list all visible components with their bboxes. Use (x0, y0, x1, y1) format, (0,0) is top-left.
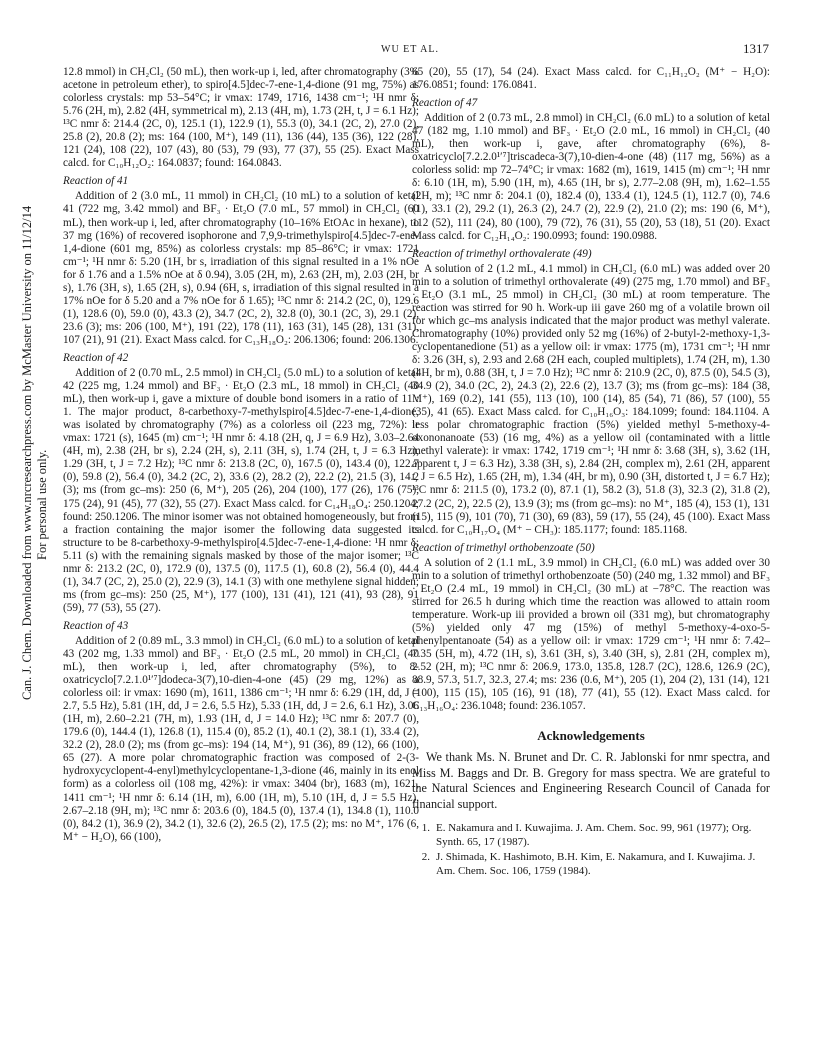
running-head: WU ET AL. (381, 44, 439, 55)
reference-number: 2. (421, 851, 430, 864)
body-paragraph: 12.8 mmol) in CH₂Cl₂ (50 mL), then work-up i, led, after chromatography (3% acetone in petroleum ether), to spiro[4.5]dec-7-ene-1,4-dione (91 mg, 75%) as colorless crystals: mp 53–54°C; ir νmax: 1749, 1716, 1438 cm⁻¹; ¹H nmr δ: 5.76 (2H, m), 2.82 (4H, symmetrical m), 2.13 (4H, m), 1.73 (2H, t, J = 6.1 Hz); ¹³C nmr δ: 214.4 (2C, 0), 125.1 (1), 122.9 (1), 55.3 (0), 34.1 (2C, 2), 27.0 (2), 25.8 (2), 20.8 (2); ms: 164 (100, M⁺), 149 (11), 136 (44), 135 (36), 122 (28), 121 (24), 108 (22), 107 (43), 80 (53), 79 (93), 77 (37), 55 (25). Exact Mass calcd. for C₁₀H₁₂O₂: 164.0837; found: 164.0843. (63, 66, 419, 170)
acknowledgements-heading: Acknowledgements (537, 728, 645, 744)
reference-text: E. Nakamura and I. Kuwajima. J. Am. Chem. Soc. 99, 961 (1977); Org. Synth. 65, 17 (1987). (436, 822, 752, 848)
section-heading: Reaction of 43 (63, 619, 129, 632)
reference-item (412, 822, 770, 849)
section-heading: Reaction of 41 (63, 175, 129, 188)
section-heading: Reaction of 47 (412, 97, 478, 110)
reference-number: 1. (421, 822, 430, 835)
body-paragraph: Addition of 2 (0.70 mL, 2.5 mmol) in CH₂Cl₂ (5.0 mL) to a solution of ketal 42 (225 mg, 1.24 mmol) and BF₃ · Et₂O (2.3 mL, 18 mmol) in CH₂Cl₂ (40 mL), then work-up i, gave a mixture of double bond isomers in a ratio of 11 : 1. The major product, 8-carbethoxy-7-methylspiro[4.5]dec-7-ene-1,4-dione, was isolated by chromatography (7%) as a colorless oil (223 mg, 72%): ir νmax: 1721 (s), 1645 (m) cm⁻¹; ¹H nmr δ: 4.18 (2H, q, J = 6.9 Hz), 3.03–2.64 (4H, m), 2.38 (2H, br s), 2.24 (2H, s), 2.11 (3H, s), 1.74 (2H, t, J = 6.3 Hz), 1.29 (3H, t, J = 7.2 Hz); ¹³C nmr δ: 213.8 (2C, 0), 167.5 (0), 143.4 (0), 122.7 (0), 59.8 (2), 56.4 (0), 34.2 (2C, 2), 33.6 (2), 28.2 (2), 22.2 (2), 21.5 (3), 14.2 (3); ms (from gc–ms): 250 (6, M⁺), 205 (26), 204 (100), 177 (26), 176 (75), 175 (24), 91 (45), 77 (32), 55 (27). Exact Mass calcd. for C₁₄H₁₈O₄: 250.1204; found: 250.1206. The minor isomer was not obtained homogeneously, but from a fraction containing the major isomer the following data suggested its structure to be 8-carbethoxy-9-methylspiro[4.5]dec-7-ene-1,4-dione: ¹H nmr δ: 5.11 (s) with the remaining signals masked by those of the major isomer; ¹³C nmr δ: 213.2 (2C, 0), 172.9 (0), 137.5 (0), 117.5 (1), 60.8 (2), 56.4 (0), 44.4 (1), 34.7 (2C, 2), 25.0 (2), 22.9 (3), 14.1 (3) with one methylene signal hidden; ms (from gc–ms): 250 (25, M⁺), 177 (100), 131 (41), 121 (41), 93 (28), 91 (59), 77 (53), 55 (27). (63, 367, 419, 614)
watermark-line-2: For personal use only. (35, 449, 49, 560)
body-paragraph: A solution of 2 (1.1 mL, 3.9 mmol) in CH₂Cl₂ (6.0 mL) was added over 30 min to a solution of trimethyl orthobenzoate (50) (240 mg, 1.32 mmol) and BF₃ · Et₂O (2.4 mL, 19 mmol) in CH₂Cl₂ (30 mL) at −78°C. The reaction was stirred for 26.5 h during which time the reaction was allowed to attain room temperature. Work-up iii provided a brown oil (331 mg), but chromatography (5%) yielded only 47 mg (15%) of methyl 5-methoxy-4-oxo-5-phenylpentanoate (54) as a yellow oil: ir νmax: 1729 cm⁻¹; ¹H nmr δ: 7.42–7.35 (5H, m), 4.72 (1H, s), 3.61 (3H, s), 3.40 (3H, s), 2.81 (2H, complex m), 2.52 (2H, m); ¹³C nmr δ: 206.9, 173.0, 135.8, 128.7 (2C), 128.6, 126.9 (2C), 88.9, 57.3, 51.7, 32.3, 27.4; ms: 236 (0.6, M⁺), 205 (1), 204 (2), 131 (14), 121 (100), 115 (15), 105 (16), 91 (18), 77 (41), 55 (12). Exact Mass calcd. for C₁₃H₁₆O₄: 236.1048; found: 236.1057. (412, 556, 770, 713)
watermark-line-1: Can. J. Chem. Downloaded from www.nrcresearchpress.com by McMaster University on 11/12/14 (20, 205, 34, 700)
acknowledgements-body: We thank Ms. N. Brunet and Dr. C. R. Jablonski for nmr spectra, and Miss M. Baggs and Dr. B. Gregory for mass spectra. We are grateful to the Natural Sciences and Engineering Research Council of Canada for financial support. (412, 750, 770, 811)
reference-item (412, 851, 770, 878)
right-column (412, 66, 770, 880)
body-paragraph: A solution of 2 (1.2 mL, 4.1 mmol) in CH₂Cl₂ (6.0 mL) was added over 20 min to a solution of trimethyl orthovalerate (49) (275 mg, 1.70 mmol) and BF₃ · Et₂O (3.1 mL, 25 mmol) in CH₂Cl₂ (30 mL) at room temperature. The reaction was stirred for 90 h. Work-up iii gave 260 mg of a volatile brown oil for which gc–ms analysis indicated that the major product was methyl valerate. Chromatography (10%) provided only 52 mg (16%) of 2-butyl-2-methoxy-1,3-cyclopentanedione (51) as a yellow oil: ir νmax: 1775 (m), 1731 cm⁻¹; ¹H nmr δ: 3.26 (3H, s), 2.93 and 2.68 (2H each, coupled multiplets), 1.74 (2H, m), 1.30 (4H, br m), 0.88 (3H, t, J = 7.0 Hz); ¹³C nmr δ: 210.9 (2C, 0), 87.5 (0), 54.5 (3), 34.9 (2), 34.0 (2C, 2), 24.3 (2), 22.6 (2), 13.7 (3); ms (from gc–ms): 184 (38, M⁺), 169 (0.2), 141 (55), 113 (10), 100 (14), 85 (54), 71 (86), 57 (100), 55 (35), 41 (65). Exact Mass calcd. for C₁₀H₁₆O₃: 184.1099; found: 184.1104. A less polar chromatographic fraction (5%) yielded methyl 5-methoxy-4-oxononanoate (53) (16 mg, 4%) as a yellow oil (contaminated with a little methyl valerate): ir νmax: 1742, 1719 cm⁻¹; ¹H nmr δ: 3.68 (3H, s), 3.62 (1H, apparent t, J = 6.3 Hz), 3.38 (3H, s), 2.84 (2H, complex m), 2.61 (2H, apparent t, J = 6.5 Hz), 1.65 (2H, m), 1.34 (4H, br m), 0.90 (3H, distorted t, J = 6.7 Hz); ¹³C nmr δ: 211.5 (0), 173.2 (0), 87.1 (1), 58.2 (3), 51.8 (3), 32.3 (2), 31.8 (2), 27.2 (2C, 2), 22.5 (2), 13.9 (3); ms (from gc–ms): no M⁺, 185 (4), 153 (1), 131 (15), 115 (9), 101 (70), 71 (30), 69 (83), 59 (17), 55 (24), 45 (100). Exact Mass calcd. for C₁₀H₁₇O₄ (M⁺ − CH₃): 185.1177; found: 185.1168. (412, 262, 770, 536)
section-heading: Reaction of 42 (63, 351, 129, 364)
section-heading: Reaction of trimethyl orthovalerate (49) (412, 247, 592, 260)
body-paragraph: Addition of 2 (3.0 mL, 11 mmol) in CH₂Cl₂ (10 mL) to a solution of ketal 41 (722 mg, 3.42 mmol) and BF₃ · Et₂O (7.0 mL, 57 mmol) in CH₂Cl₂ (60 mL), then work-up i, led, after chromatography (10–16% EtOAc in hexane), to 37 mg (16%) of recovered isophorone and 7,9,9-trimethylspiro[4.5]dec-7-ene-1,4-dione (601 mg, 85%) as colorless crystals: mp 85–86°C; ir νmax: 1721 cm⁻¹; ¹H nmr δ: 5.20 (1H, br s, irradiation of this signal resulted in a 1% nOe for δ 1.76 and a 1.5% nOe at δ 0.94), 3.05 (2H, m), 2.63 (2H, m), 2.03 (2H, br s), 1.76 (3H, s), 1.65 (2H, s), 0.94 (6H, s, irradiation of this signal resulted in a 17% nOe for δ 5.20 and a 7% nOe for δ 1.65); ¹³C nmr δ: 214.2 (2C, 0), 129.6 (1), 128.6 (0), 59.0 (0), 43.3 (2), 34.7 (2C, 2), 32.8 (0), 30.1 (2C, 3), 29.1 (2), 23.6 (3); ms: 206 (100, M⁺), 191 (22), 178 (11), 163 (31), 145 (28), 131 (31), 107 (21), 91 (21). Exact Mass calcd. for C₁₃H₁₈O₂: 206.1306; found: 206.1306. (63, 190, 419, 346)
body-paragraph: 65 (20), 55 (17), 54 (24). Exact Mass calcd. for C₁₁H₁₂O₂ (M⁺ − H₂O): 176.0851; found: 176.0841. (412, 66, 770, 92)
left-column (63, 66, 419, 849)
page-number: 1317 (743, 41, 769, 56)
references-list (412, 822, 770, 878)
body-paragraph: Addition of 2 (0.89 mL, 3.3 mmol) in CH₂Cl₂ (6.0 mL) to a solution of ketal 43 (202 mg, 1.33 mmol) and BF₃ · Et₂O (2.5 mL, 20 mmol) in CH₂Cl₂ (40 mL), then work-up i, led, after chromatography (5%), to 8-oxatricyclo[7.2.1.0¹′⁷]dodeca-3(7),10-dien-4-one (45) (29 mg, 12%) as a colorless oil: ir νmax: 1690 (m), 1611, 1386 cm⁻¹; ¹H nmr δ: 6.29 (1H, dd, J = 2.7, 5.5 Hz), 5.81 (1H, dd, J = 2.6, 5.5 Hz), 5.33 (1H, dd, J = 2.6, 6.1 Hz), 3.06 (1H, m), 2.60–2.21 (7H, m), 1.93 (1H, d, J = 14.0 Hz); ¹³C nmr δ: 207.7 (0), 179.6 (0), 144.4 (1), 126.8 (1), 115.4 (0), 85.2 (1), 40.1 (2), 38.1 (1), 33.4 (2), 32.2 (2), 28.0 (2); ms (from gc–ms): 194 (14, M⁺), 91 (36), 89 (12), 66 (100), 65 (27). A more polar chromatographic fraction was composed of 2-(3-hydroxycyclopent-4-enyl)methylcyclopentane-1,3-dione (46, mainly in its enol form) as a colorless oil (108 mg, 42%): ir νmax: 3404 (br), 1683 (m), 1621, 1411 cm⁻¹; ¹H nmr δ: 6.14 (1H, m), 6.00 (1H, m), 5.10 (1H, d, J = 5.5 Hz), 2.67–2.18 (9H, m); ¹³C nmr δ: 203.6 (0), 184.5 (0), 137.4 (1), 134.8 (1), 110.0 (0), 84.2 (1), 36.9 (2), 34.2 (1), 32.6 (2), 26.5 (2), 17.5 (2); ms: no M⁺, 176 (6, M⁺ − H₂O), 66 (100), (63, 634, 419, 843)
body-paragraph: Addition of 2 (0.73 mL, 2.8 mmol) in CH₂Cl₂ (6.0 mL) to a solution of ketal 47 (182 mg, 1.10 mmol) and BF₃ · Et₂O (2.0 mL, 16 mmol) in CH₂Cl₂ (40 mL), then work-up i, gave, after chromatography (6%), 8-oxatricyclo[7.2.2.0¹′⁷]triscadeca-3(7),10-dien-4-one (48) (117 mg, 56%) as a colorless solid: mp 72–74°C; ir νmax: 1682 (m), 1619, 1415 (m) cm⁻¹; ¹H nmr δ: 6.10 (1H, m), 5.90 (1H, m), 4.65 (1H, br s), 2.77–2.08 (9H, m), 1.62–1.55 (2H, m); ¹³C nmr δ: 204.1 (0), 182.4 (0), 133.4 (1), 124.5 (1), 112.7 (0), 74.6 (1), 33.1 (2), 29.2 (1), 26.3 (2), 24.7 (2), 22.9 (2), 21.0 (2); ms: 190 (6, M⁺), 112 (52), 111 (24), 80 (100), 79 (72), 76 (31), 55 (20), 53 (18), 51 (20). Exact Mass calcd. for C₁₂H₁₄O₂: 190.0993; found: 190.0988. (412, 112, 770, 242)
reference-text: J. Shimada, K. Hashimoto, B.H. Kim, E. Nakamura, and I. Kuwajima. J. Am. Chem. Soc. 106, 1759 (1984). (436, 851, 756, 877)
section-heading: Reaction of trimethyl orthobenzoate (50) (412, 541, 595, 554)
download-watermark (0, 200, 49, 720)
